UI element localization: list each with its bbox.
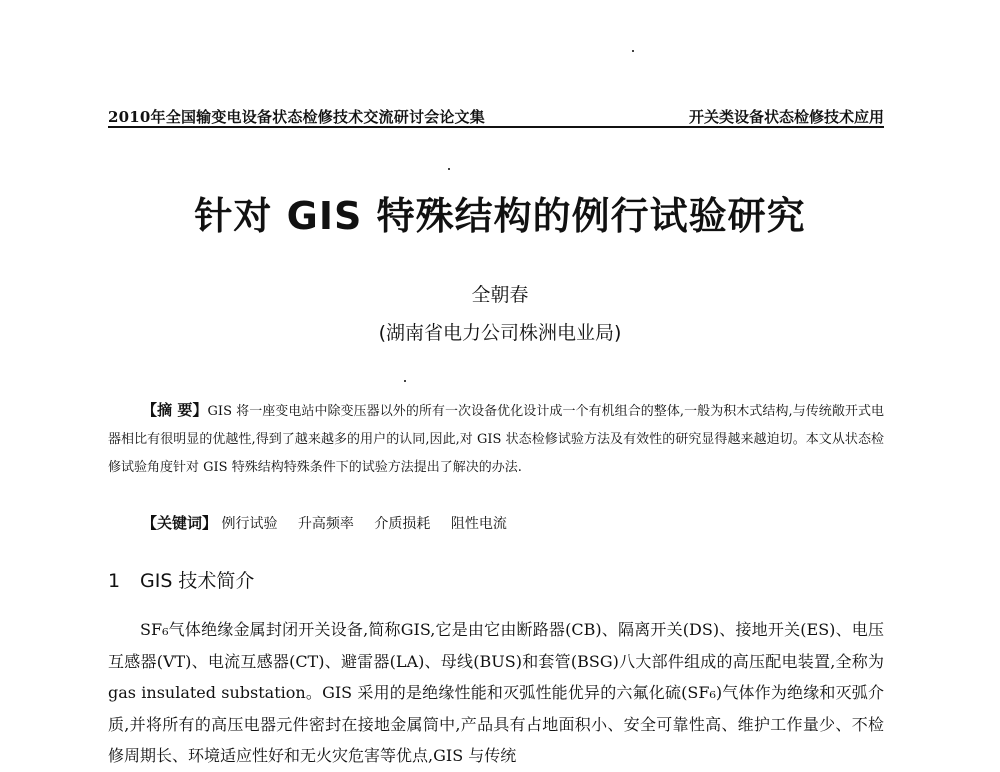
section-number: 1	[108, 570, 121, 592]
section-title: GIS 技术简介	[140, 570, 255, 592]
paragraph-text: SF₆气体绝缘金属封闭开关设备,简称GIS,它是由它由断路器(CB)、隔离开关(DS)、接地开关(ES)、电压互感器(VT)、电流互感器(CT)、避雷器(LA)、母线(BUS)和套管(BSG)八大部件组成的高压配电装置,全称为 gas insulated substation。GIS 采用的是绝缘性能和灭弧性能优异的六氟化硫(SF₆)气体作为绝缘和灭弧介质,并将所有的高压电器元件密封在接地金属筒中,产品具有占地面积小、安全可靠性高、维护工作量少、不检修周期长、环境适应性好和无火灾危害等优点,GIS 与传统	[108, 620, 884, 765]
keyword: 升高频率	[297, 516, 354, 532]
scan-speck	[632, 50, 634, 52]
section-category: 开关类设备状态检修技术应用	[688, 108, 884, 126]
abstract	[108, 396, 884, 482]
keyword: 例行试验	[221, 516, 278, 532]
abstract-text: GIS 将一座变电站中除变压器以外的所有一次设备优化设计成一个有机组合的整体,一般为积木式结构,与传统敞开式电器相比有很明显的优越性,得到了越来越多的用户的认同,因此,对 GIS 状态检修试验方法及有效性的研究显得越来越迫切。本文从状态检修试验角度针对 GIS 特殊结构特殊条件下的试验方法提出了解决的办法.	[108, 404, 884, 475]
keyword: 阻性电流	[450, 516, 507, 532]
proceedings-title: 2010年全国输变电设备状态检修技术交流研讨会论文集	[108, 108, 485, 126]
abstract-label: 【摘 要】	[142, 401, 208, 419]
scan-speck	[448, 168, 450, 170]
author-affiliation: (湖南省电力公司株洲电业局)	[378, 322, 622, 344]
paper-title: 针对 GIS 特殊结构的例行试验研究	[194, 194, 806, 238]
section-heading	[108, 566, 254, 593]
keyword: 介质损耗	[374, 516, 431, 532]
keywords-label: 【关键词】	[142, 514, 218, 532]
scan-speck	[404, 380, 406, 382]
running-header	[108, 100, 884, 128]
author-name: 全朝春	[471, 284, 529, 306]
header-rule	[108, 126, 884, 128]
body-paragraph	[108, 614, 884, 772]
keywords	[142, 512, 523, 533]
